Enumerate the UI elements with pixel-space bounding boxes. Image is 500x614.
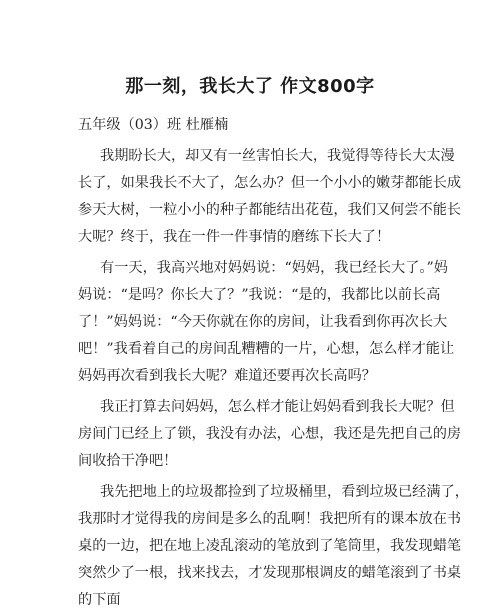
paragraph-2 — [78, 255, 455, 390]
paragraph-line: 突然少了一根，找来找去，才发现那根调皮的蜡笔滚到了书桌 — [78, 565, 462, 581]
paragraph-line: 长了，如果我长不大了，怎么办？但一个小小的嫩芽都能长成 — [78, 175, 462, 191]
paragraph-line: 的下面 — [78, 592, 121, 608]
paragraph-line: 桌的一边，把在地上凌乱滚动的笔放到了笔筒里，我发现蜡笔 — [78, 538, 462, 554]
paragraph-line: 妈妈再次看到我长大呢？难道还要再次长高吗？ — [78, 368, 376, 384]
document-body — [78, 112, 469, 614]
paragraph-line: 大呢？终于，我在一件一件事情的磨练下长大了！ — [78, 229, 391, 245]
paragraph-line: 吧！”我看着自己的房间乱糟糟的一片，心想，怎么样才能让 — [78, 341, 455, 357]
paragraph-3 — [78, 394, 462, 475]
paragraph-line: 我正打算去问妈妈，怎么样才能让妈妈看到我长大呢？但 — [100, 399, 455, 415]
paragraph-1 — [78, 143, 462, 251]
paragraph-line: 有一天，我高兴地对妈妈说：“妈妈，我已经长大了。”妈 — [100, 260, 448, 276]
paragraph-line: 妈说：“是吗？你长大了？”我说：“是的，我都比以前长高 — [78, 287, 441, 303]
paragraph-line: 间收拾干净吧！ — [78, 453, 178, 469]
paragraph-line: 参天大树，一粒小小的种子都能结出花苞，我们又何尝不能长 — [78, 202, 462, 218]
paragraph-line: 我那时才觉得我的房间是多么的乱啊！我把所有的课本放在书 — [78, 511, 462, 527]
paragraph-4 — [78, 479, 469, 614]
paragraph-line: 我先把地上的垃圾都捡到了垃圾桶里，看到垃圾已经满了， — [100, 484, 469, 500]
paragraph-line: 了！”妈妈说：“今天你就在你的房间，让我看到你再次长大 — [78, 314, 448, 330]
paragraph-line: 房间门已经上了锁，我没有办法，心想，我还是先把自己的房 — [78, 426, 462, 442]
author-byline: 五年级（03）班 杜雁楠 — [78, 117, 229, 133]
document-title: 那一刻，我长大了 作文800字 — [125, 76, 375, 97]
paragraph-line: 我期盼长大，却又有一丝害怕长大，我觉得等待长大太漫 — [100, 148, 455, 164]
